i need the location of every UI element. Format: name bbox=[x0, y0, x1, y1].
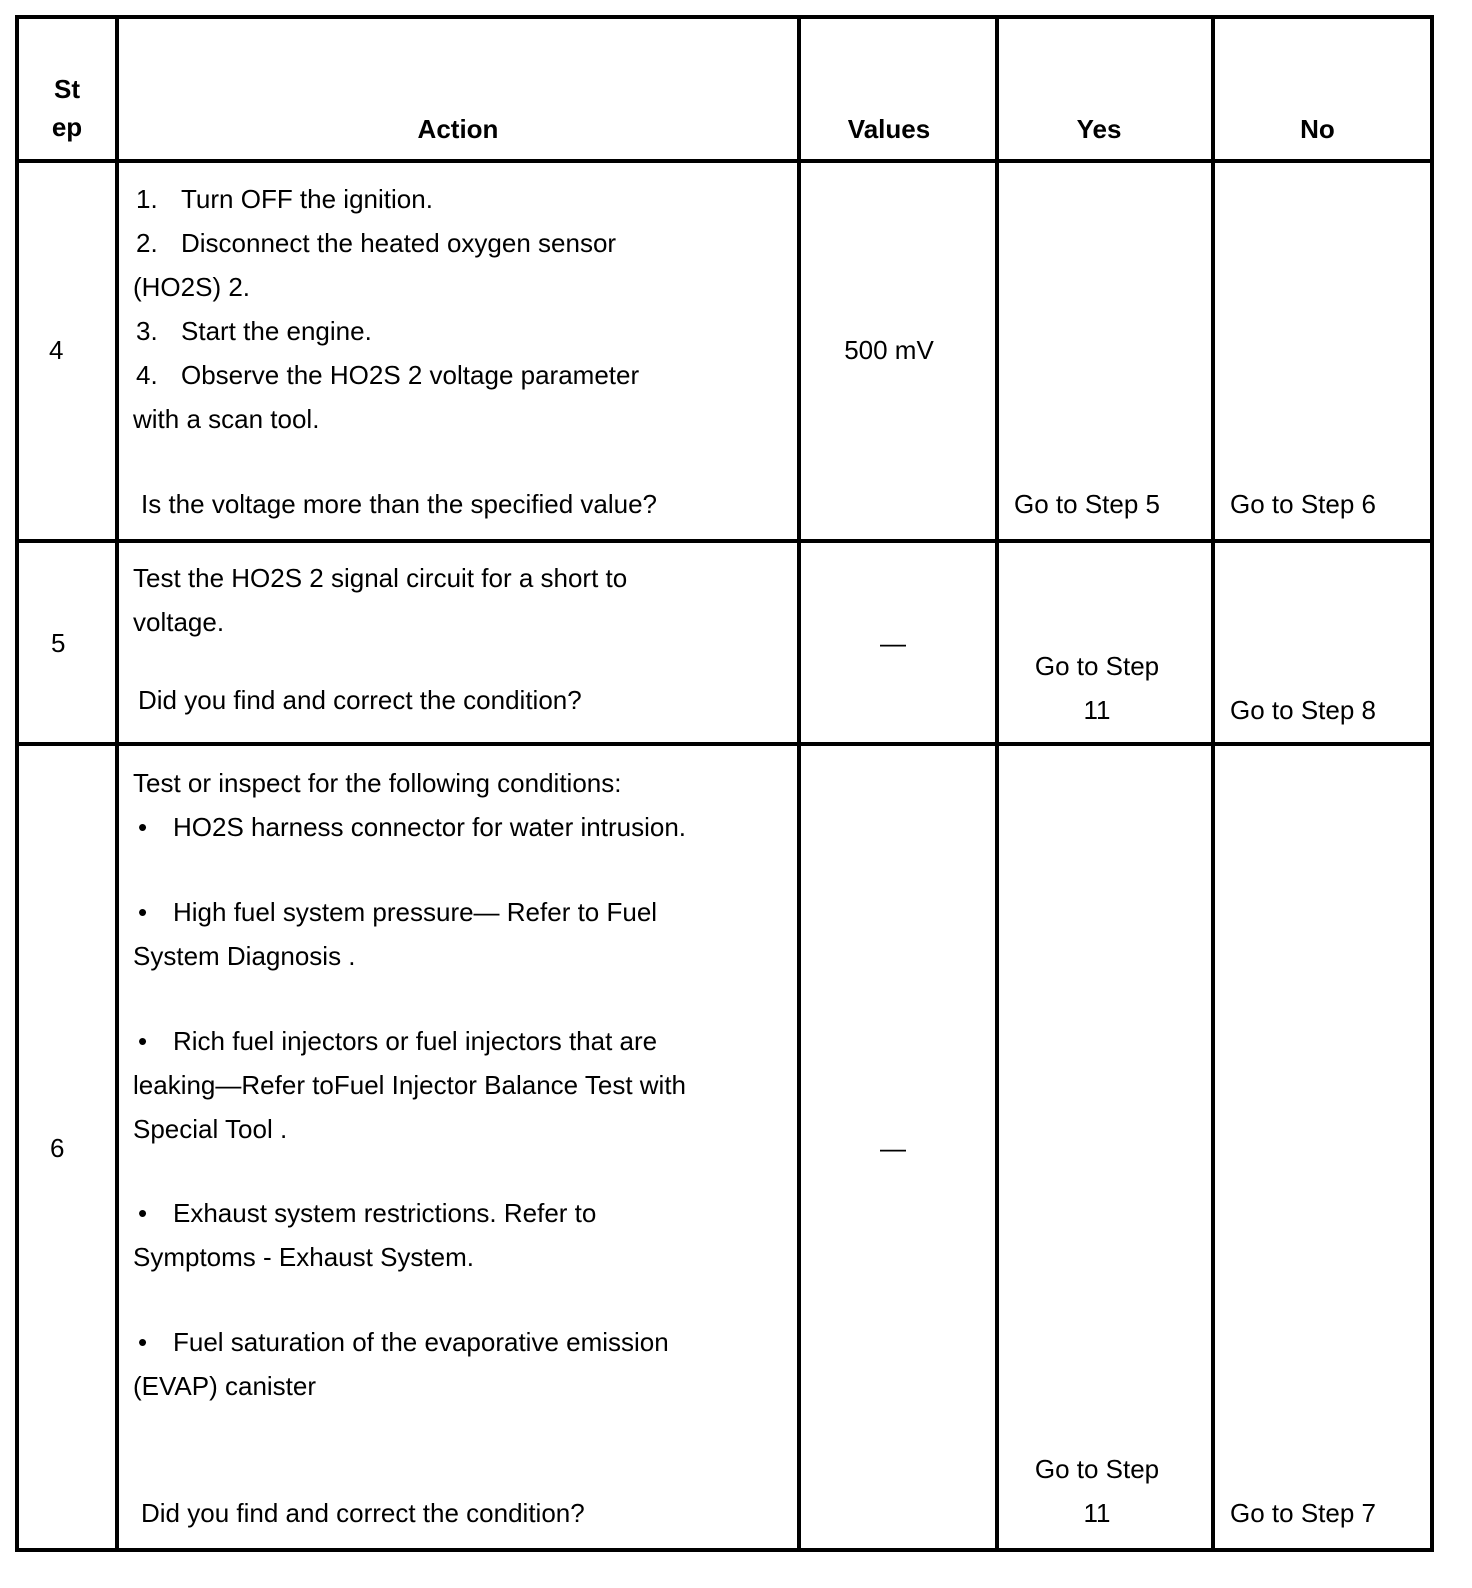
header-divider bbox=[15, 159, 1434, 163]
action-question: Did you find and correct the condition? bbox=[138, 685, 582, 715]
yes-result: Go to Step 5 bbox=[1014, 489, 1160, 519]
step-number: 4 bbox=[49, 335, 64, 365]
action-item: 2. Disconnect the heated oxygen sensor bbox=[136, 228, 617, 258]
header-values: Values bbox=[847, 114, 931, 144]
header-yes: Yes bbox=[1076, 114, 1122, 144]
action-item: 1. Turn OFF the ignition. bbox=[136, 184, 433, 214]
action-question: Did you find and correct the condition? bbox=[141, 1498, 585, 1528]
col-divider-action-values bbox=[797, 15, 801, 1552]
condition-item: • High fuel system pressure— Refer to Fuel System Diagnosis . bbox=[133, 897, 658, 971]
step-number: 5 bbox=[51, 628, 66, 658]
table-border-right bbox=[1430, 15, 1434, 1552]
no-result: Go to Step 8 bbox=[1230, 695, 1376, 725]
no-result: Go to Step 6 bbox=[1230, 489, 1376, 519]
condition-item: • HO2S harness connector for water intrusion. bbox=[138, 812, 687, 842]
row-divider-5-6 bbox=[15, 742, 1434, 746]
step-number: 6 bbox=[50, 1133, 65, 1163]
action-intro: Test or inspect for the following conditions: bbox=[133, 768, 622, 798]
row-divider-4-5 bbox=[15, 539, 1434, 543]
condition-item: • Fuel saturation of the evaporative emission (EVAP) canister bbox=[133, 1327, 669, 1401]
table-border-left bbox=[15, 15, 19, 1552]
condition-item: • Rich fuel injectors or fuel injectors that are leaking—Refer toFuel Injector Balance Test with Special Tool . bbox=[133, 1026, 687, 1144]
yes-result: Go to Step 11 bbox=[1034, 651, 1160, 725]
col-divider-step-action bbox=[115, 15, 119, 1552]
action-item: 3. Start the engine. bbox=[136, 316, 372, 346]
col-divider-yes-no bbox=[1211, 15, 1215, 1552]
spec-value: — bbox=[880, 1133, 906, 1163]
action-line: Test the HO2S 2 signal circuit for a short to bbox=[133, 563, 628, 593]
action-item: 4. Observe the HO2S 2 voltage parameter bbox=[136, 360, 640, 390]
action-text bbox=[133, 556, 627, 644]
table-border-bottom bbox=[15, 1548, 1434, 1552]
spec-value: 500 mV bbox=[844, 335, 934, 365]
col-divider-values-yes bbox=[995, 15, 999, 1552]
action-item: with a scan tool. bbox=[133, 404, 320, 434]
header-action: Action bbox=[417, 114, 499, 144]
action-item: (HO2S) 2. bbox=[133, 272, 251, 302]
table-border-top bbox=[15, 15, 1434, 19]
spec-value: — bbox=[880, 628, 906, 658]
no-result: Go to Step 7 bbox=[1230, 1498, 1376, 1528]
condition-item: • Exhaust system restrictions. Refer to Symptoms - Exhaust System. bbox=[133, 1198, 597, 1272]
header-step-line1: St bbox=[54, 74, 80, 104]
action-list bbox=[133, 177, 639, 441]
header-step bbox=[19, 70, 115, 146]
yes-result: Go to Step 11 bbox=[1034, 1454, 1160, 1528]
header-step-line2: ep bbox=[51, 112, 83, 142]
header-no: No bbox=[1300, 114, 1335, 144]
action-line: voltage. bbox=[133, 607, 225, 637]
action-question: Is the voltage more than the specified value? bbox=[141, 489, 657, 519]
